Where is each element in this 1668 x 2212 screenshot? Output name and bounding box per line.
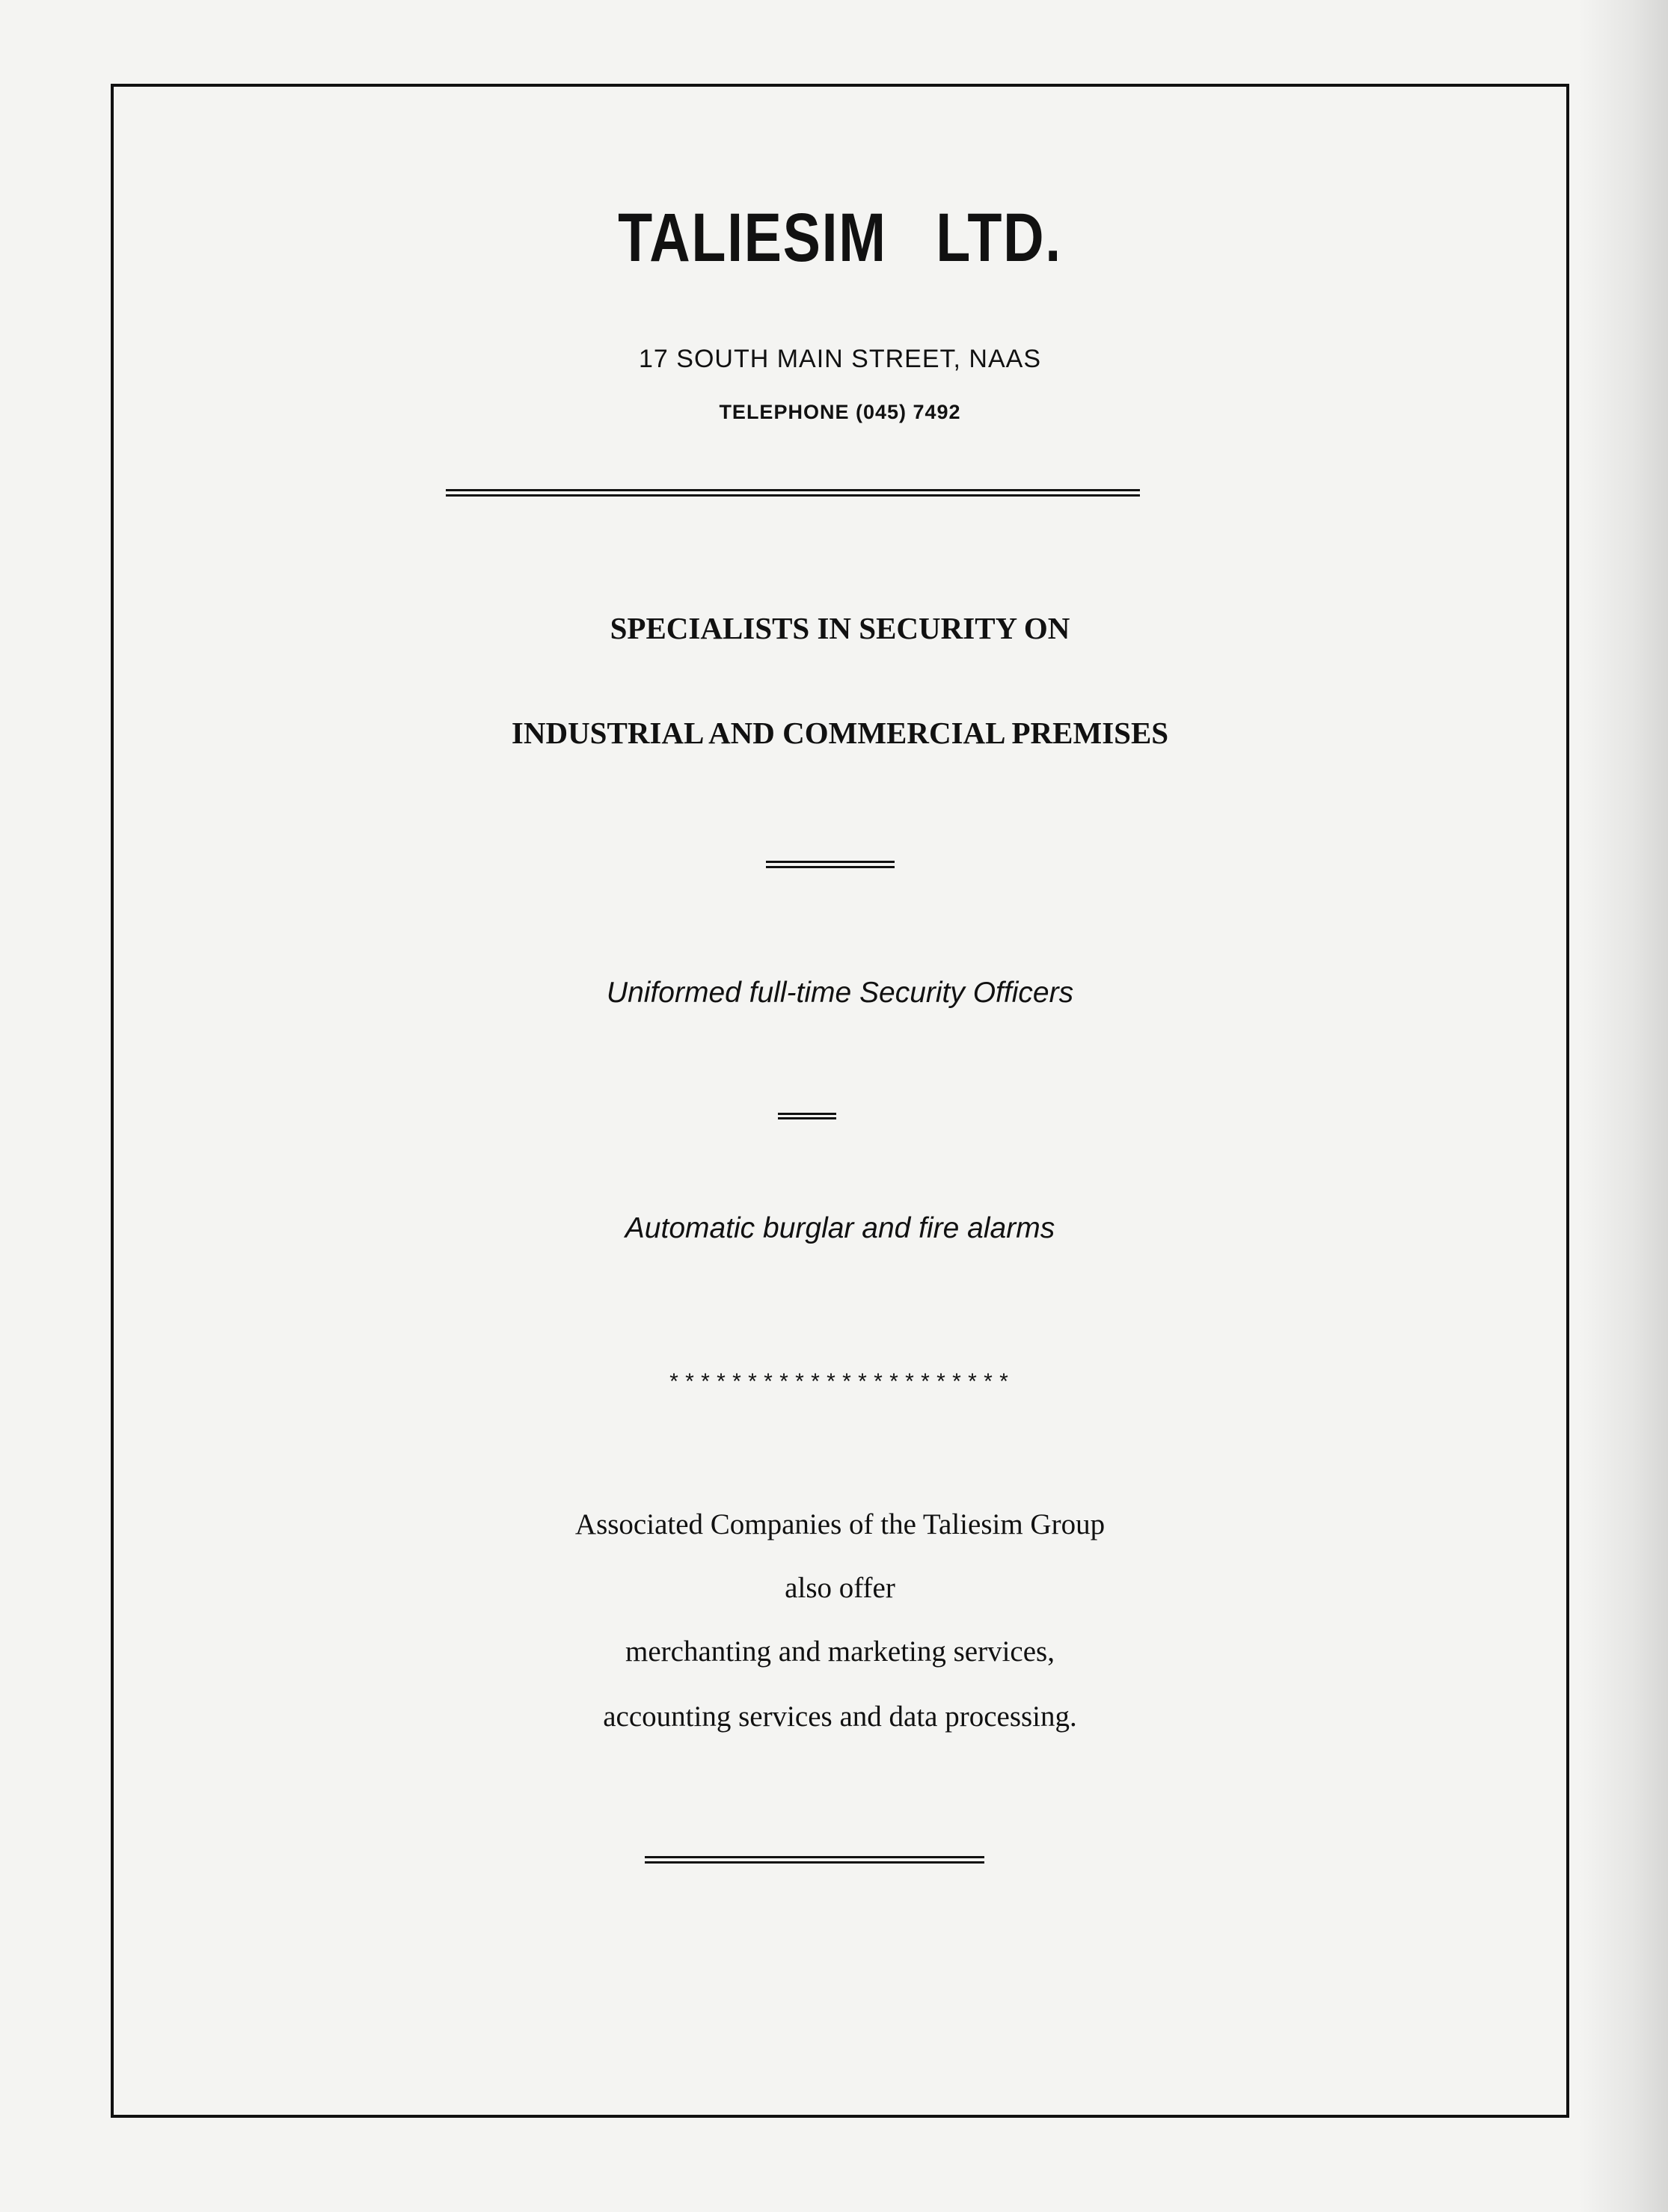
service-alarms: Automatic burglar and fire alarms — [625, 1212, 1055, 1244]
specialists-heading-line-2: INDUSTRIAL AND COMMERCIAL PREMISES — [511, 716, 1169, 750]
service-security-officers: Uniformed full-time Security Officers — [606, 977, 1074, 1009]
divider-tiny-rule — [778, 1113, 836, 1119]
company-address: 17 SOUTH MAIN STREET, NAAS — [639, 345, 1041, 373]
asterisk-separator: ********************** — [666, 1371, 1014, 1397]
company-name-main: TALIESIM — [618, 200, 887, 276]
page-edge-shadow — [1578, 0, 1668, 2212]
company-name-suffix: LTD. — [936, 200, 1062, 276]
advertisement-frame — [111, 84, 1569, 2118]
divider-bottom-rule — [645, 1856, 984, 1864]
associated-companies-line-1: Associated Companies of the Taliesim Group — [574, 1508, 1106, 1540]
associated-companies-line-3: merchanting and marketing services, — [625, 1635, 1055, 1668]
associated-companies-line-2: also offer — [785, 1572, 895, 1604]
associated-companies-line-4: accounting services and data processing. — [603, 1701, 1077, 1733]
company-name — [245, 199, 1435, 277]
divider-short-rule — [766, 861, 895, 868]
specialists-heading-line-1: SPECIALISTS IN SECURITY ON — [610, 611, 1070, 645]
divider-double-rule — [446, 489, 1140, 497]
company-telephone: TELEPHONE (045) 7492 — [719, 401, 961, 423]
